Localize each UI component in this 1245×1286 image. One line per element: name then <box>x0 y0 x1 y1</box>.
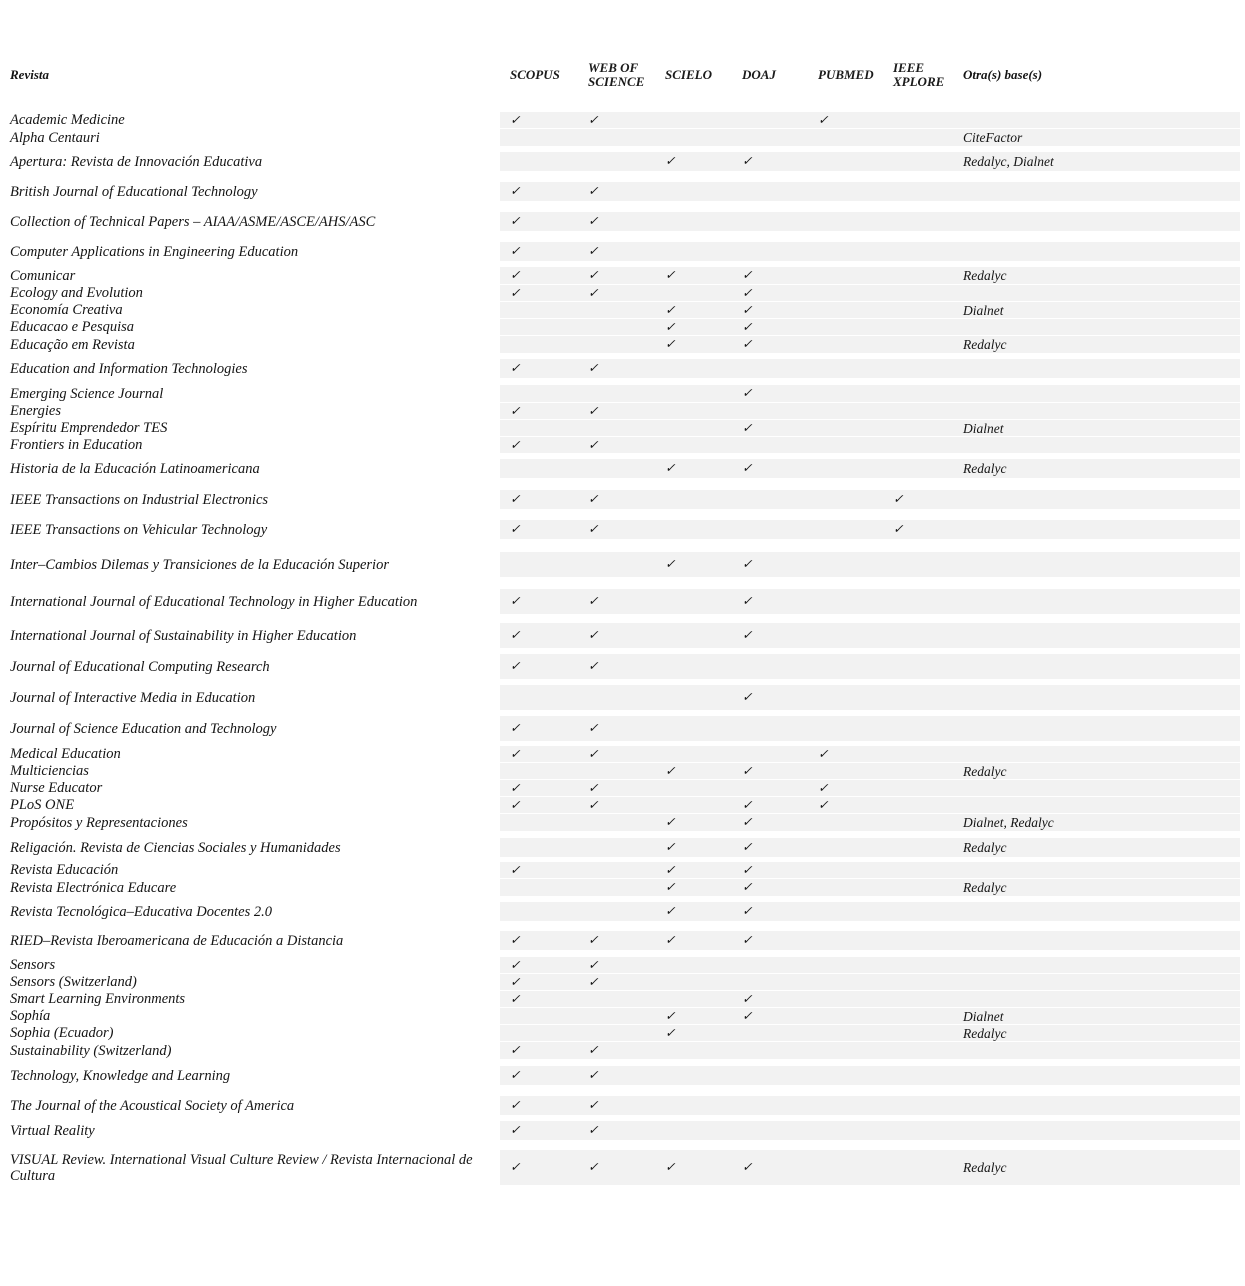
table-row <box>0 902 1245 921</box>
table-row <box>0 931 1245 950</box>
journal-name: Journal of Science Education and Technology <box>10 720 277 737</box>
journal-name: Apertura: Revista de Innovación Educativa <box>10 153 263 170</box>
check-icon: ✓ <box>588 721 599 735</box>
journal-name: Multiciencias <box>10 763 89 779</box>
check-icon: ✓ <box>510 244 521 258</box>
journal-name: Sensors <box>10 957 56 973</box>
table-row <box>0 1025 1245 1041</box>
check-icon: ✓ <box>588 933 599 947</box>
journal-name: Sophia (Ecuador) <box>10 1025 114 1041</box>
check-icon: ✓ <box>665 880 676 894</box>
journal-name: Educacao e Pesquisa <box>10 319 135 335</box>
journal-name: Sophía <box>10 1008 51 1024</box>
table-row <box>0 459 1245 478</box>
check-icon: ✓ <box>588 797 599 812</box>
table-row <box>0 1066 1245 1085</box>
check-icon: ✓ <box>665 933 676 947</box>
table-row <box>0 589 1245 614</box>
row-values <box>500 336 1240 353</box>
check-icon: ✓ <box>742 690 753 704</box>
check-icon: ✓ <box>510 112 521 127</box>
check-icon: ✓ <box>742 285 753 300</box>
row-values <box>500 654 1240 679</box>
journal-name: Virtual Reality <box>10 1122 95 1139</box>
journal-name: Education and Information Technologies <box>10 360 248 377</box>
check-icon: ✓ <box>665 557 676 571</box>
check-icon: ✓ <box>665 302 676 317</box>
otra-bases-value: Redalyc <box>963 840 1007 855</box>
check-icon: ✓ <box>588 522 599 536</box>
check-icon: ✓ <box>742 594 753 608</box>
check-icon: ✓ <box>665 815 676 829</box>
row-values <box>500 862 1240 878</box>
check-icon: ✓ <box>742 1008 753 1023</box>
table-row <box>0 974 1245 990</box>
journal-name: International Journal of Educational Technology in Higher Education <box>10 593 418 610</box>
table-row <box>0 285 1245 301</box>
journal-name: Inter–Cambios Dilemas y Transiciones de la Educación Superior <box>10 556 389 573</box>
table-row <box>0 552 1245 577</box>
row-values <box>500 242 1240 261</box>
check-icon: ✓ <box>510 184 521 198</box>
row-values <box>500 623 1240 648</box>
table-row <box>0 746 1245 762</box>
otra-bases-value: Redalyc <box>963 1160 1007 1175</box>
row-values <box>500 182 1240 201</box>
check-icon: ✓ <box>742 991 753 1006</box>
otra-bases-value: Dialnet <box>963 1008 1004 1024</box>
row-values <box>500 285 1240 301</box>
check-icon: ✓ <box>742 797 753 812</box>
check-icon: ✓ <box>588 361 599 375</box>
check-icon: ✓ <box>588 1160 599 1174</box>
row-values <box>500 814 1240 831</box>
table-row <box>0 797 1245 813</box>
table-row <box>0 1042 1245 1059</box>
row-values <box>500 1150 1240 1185</box>
check-icon: ✓ <box>742 337 753 351</box>
journal-name: Revista Electrónica Educare <box>10 879 177 896</box>
table-row <box>0 838 1245 857</box>
row-values <box>500 437 1240 453</box>
column-header-otras-bases: Otra(s) base(s) <box>963 67 1043 82</box>
otra-bases-value: Redalyc <box>963 268 1007 283</box>
journal-name: Economía Creativa <box>10 302 123 318</box>
check-icon: ✓ <box>510 1123 521 1137</box>
table-row <box>0 1096 1245 1115</box>
table-row <box>0 129 1245 146</box>
check-icon: ✓ <box>510 628 521 642</box>
table-row <box>0 420 1245 436</box>
row-values <box>500 716 1240 741</box>
journal-name: Academic Medicine <box>10 112 125 128</box>
check-icon: ✓ <box>510 594 521 608</box>
check-icon: ✓ <box>742 268 753 282</box>
journal-name: Collection of Technical Papers – AIAA/ASME/ASCE/AHS/ASC <box>10 213 376 230</box>
journal-name: Smart Learning Environments <box>10 991 186 1007</box>
check-icon: ✓ <box>588 974 599 989</box>
check-icon: ✓ <box>510 492 521 506</box>
row-values <box>500 459 1240 478</box>
check-icon: ✓ <box>742 461 753 475</box>
row-values <box>500 931 1240 950</box>
row-values <box>500 420 1240 436</box>
check-icon: ✓ <box>588 594 599 608</box>
check-icon: ✓ <box>665 319 676 334</box>
table-row <box>0 780 1245 796</box>
otra-bases-value: Redalyc <box>963 763 1007 779</box>
check-icon: ✓ <box>588 780 599 795</box>
table-row <box>0 336 1245 353</box>
check-icon: ✓ <box>742 154 753 168</box>
row-values <box>500 974 1240 990</box>
journal-name: Comunicar <box>10 267 76 284</box>
table-row <box>0 267 1245 284</box>
journal-name: Nurse Educator <box>10 780 103 796</box>
check-icon: ✓ <box>742 840 753 854</box>
journal-name: Emerging Science Journal <box>10 385 164 402</box>
check-icon: ✓ <box>510 522 521 536</box>
check-icon: ✓ <box>665 1008 676 1023</box>
check-icon: ✓ <box>742 386 753 400</box>
check-icon: ✓ <box>510 361 521 375</box>
otra-bases-value: Redalyc <box>963 461 1007 476</box>
check-icon: ✓ <box>742 557 753 571</box>
check-icon: ✓ <box>742 1160 753 1174</box>
journal-name: Sustainability (Switzerland) <box>10 1042 172 1059</box>
journal-name: Espíritu Emprendedor TES <box>10 420 168 436</box>
table-header-row <box>0 55 1245 95</box>
check-icon: ✓ <box>510 721 521 735</box>
table-row <box>0 763 1245 779</box>
table-row <box>0 152 1245 171</box>
check-icon: ✓ <box>588 492 599 506</box>
check-icon: ✓ <box>510 862 521 877</box>
check-icon: ✓ <box>510 991 521 1006</box>
check-icon: ✓ <box>665 763 676 778</box>
check-icon: ✓ <box>510 403 521 418</box>
table-row <box>0 654 1245 679</box>
check-icon: ✓ <box>742 904 753 918</box>
journal-name: RIED–Revista Iberoamericana de Educación a Distancia <box>10 932 344 949</box>
column-header-scopus: SCOPUS <box>510 67 560 82</box>
check-icon: ✓ <box>665 1160 676 1174</box>
header-columns <box>500 55 1240 95</box>
otra-bases-value: Dialnet <box>963 302 1004 318</box>
journal-name: Revista Tecnológica–Educativa Docentes 2.0 <box>10 903 273 920</box>
check-icon: ✓ <box>510 746 521 761</box>
journal-name: Ecology and Evolution <box>10 285 143 301</box>
table-row <box>0 490 1245 509</box>
table-row <box>0 359 1245 378</box>
row-values <box>500 403 1240 419</box>
row-values <box>500 319 1240 335</box>
column-header-pubmed: PUBMED <box>818 67 874 82</box>
otra-bases-value: Redalyc <box>963 337 1007 352</box>
check-icon: ✓ <box>510 1160 521 1174</box>
check-icon: ✓ <box>665 461 676 475</box>
table-row <box>0 1150 1245 1185</box>
row-values <box>500 212 1240 231</box>
check-icon: ✓ <box>588 244 599 258</box>
check-icon: ✓ <box>742 763 753 778</box>
column-header-web-of-science: WEB OF SCIENCE <box>588 60 645 89</box>
row-values <box>500 838 1240 857</box>
check-icon: ✓ <box>893 492 904 506</box>
table-row <box>0 520 1245 539</box>
otra-bases-value: Redalyc <box>963 1025 1007 1041</box>
check-icon: ✓ <box>510 1098 521 1112</box>
journal-name: Revista Educación <box>10 862 119 878</box>
row-values <box>500 552 1240 577</box>
table-row <box>0 302 1245 318</box>
journal-name: Journal of Interactive Media in Education <box>10 689 256 706</box>
check-icon: ✓ <box>588 628 599 642</box>
row-values <box>500 879 1240 896</box>
column-header-scielo: SCIELO <box>665 67 712 82</box>
check-icon: ✓ <box>665 268 676 282</box>
check-icon: ✓ <box>742 862 753 877</box>
table-row <box>0 991 1245 1007</box>
check-icon: ✓ <box>588 1123 599 1137</box>
check-icon: ✓ <box>818 797 829 812</box>
check-icon: ✓ <box>510 1043 521 1057</box>
row-values <box>500 1121 1240 1140</box>
otra-bases-value: CiteFactor <box>963 130 1023 145</box>
table-row <box>0 879 1245 896</box>
table-body <box>0 112 1245 1185</box>
check-icon: ✓ <box>588 403 599 418</box>
journal-name: Alpha Centauri <box>10 129 100 146</box>
check-icon: ✓ <box>588 268 599 282</box>
table-row <box>0 623 1245 648</box>
table-row <box>0 385 1245 402</box>
check-icon: ✓ <box>742 933 753 947</box>
row-values <box>500 1096 1240 1115</box>
row-values <box>500 746 1240 762</box>
table-row <box>0 716 1245 741</box>
check-icon: ✓ <box>510 797 521 812</box>
table-row <box>0 957 1245 973</box>
check-icon: ✓ <box>510 1068 521 1082</box>
check-icon: ✓ <box>588 957 599 972</box>
check-icon: ✓ <box>742 302 753 317</box>
journal-name: Propósitos y Representaciones <box>10 814 188 831</box>
row-values <box>500 589 1240 614</box>
table-row <box>0 242 1245 261</box>
row-values <box>500 902 1240 921</box>
journal-name: British Journal of Educational Technology <box>10 183 258 200</box>
row-values <box>500 1008 1240 1024</box>
row-values <box>500 1042 1240 1059</box>
check-icon: ✓ <box>588 285 599 300</box>
check-icon: ✓ <box>818 112 829 127</box>
journal-name: IEEE Transactions on Industrial Electronics <box>10 491 269 508</box>
check-icon: ✓ <box>665 904 676 918</box>
column-header-revista: Revista <box>10 67 49 82</box>
check-icon: ✓ <box>588 1068 599 1082</box>
check-icon: ✓ <box>510 285 521 300</box>
check-icon: ✓ <box>665 1025 676 1040</box>
row-values <box>500 520 1240 539</box>
journal-name: Journal of Educational Computing Research <box>10 658 270 675</box>
check-icon: ✓ <box>665 154 676 168</box>
check-icon: ✓ <box>588 1098 599 1112</box>
check-icon: ✓ <box>742 420 753 435</box>
journal-name: Technology, Knowledge and Learning <box>10 1067 231 1084</box>
journal-name: Medical Education <box>10 746 121 762</box>
check-icon: ✓ <box>588 112 599 127</box>
check-icon: ✓ <box>742 628 753 642</box>
otra-bases-value: Dialnet <box>963 420 1004 436</box>
check-icon: ✓ <box>588 437 599 452</box>
journal-name: VISUAL Review. International Visual Culture Review / Revista Internacional de Cultura <box>10 1151 473 1184</box>
row-values <box>500 797 1240 813</box>
row-values <box>500 112 1240 128</box>
otra-bases-value: Redalyc <box>963 880 1007 895</box>
check-icon: ✓ <box>588 1043 599 1057</box>
check-icon: ✓ <box>510 974 521 989</box>
row-values <box>500 957 1240 973</box>
check-icon: ✓ <box>510 933 521 947</box>
journal-name: Computer Applications in Engineering Education <box>10 243 299 260</box>
check-icon: ✓ <box>742 815 753 829</box>
check-icon: ✓ <box>742 319 753 334</box>
journal-name: IEEE Transactions on Vehicular Technology <box>10 521 268 538</box>
row-values <box>500 991 1240 1007</box>
check-icon: ✓ <box>510 780 521 795</box>
column-header-ieee-xplore: IEEE XPLORE <box>893 60 945 89</box>
journal-name: Educação em Revista <box>10 336 135 353</box>
column-header-doaj: DOAJ <box>742 67 776 82</box>
table-row <box>0 814 1245 831</box>
check-icon: ✓ <box>510 268 521 282</box>
row-values <box>500 152 1240 171</box>
journal-name: PLoS ONE <box>10 797 75 813</box>
check-icon: ✓ <box>665 862 676 877</box>
check-icon: ✓ <box>588 184 599 198</box>
check-icon: ✓ <box>588 659 599 673</box>
journal-name: Religación. Revista de Ciencias Sociales y Humanidades <box>10 839 341 856</box>
table-row <box>0 1121 1245 1140</box>
table-row <box>0 437 1245 453</box>
journal-name: Sensors (Switzerland) <box>10 974 137 990</box>
otra-bases-value: Dialnet, Redalyc <box>963 815 1054 830</box>
row-values <box>500 302 1240 318</box>
journal-name: The Journal of the Acoustical Society of America <box>10 1097 295 1114</box>
table-row <box>0 319 1245 335</box>
check-icon: ✓ <box>665 337 676 351</box>
check-icon: ✓ <box>893 522 904 536</box>
row-values <box>500 685 1240 710</box>
journal-name: Historia de la Educación Latinoamericana <box>10 460 260 477</box>
check-icon: ✓ <box>588 214 599 228</box>
journal-name: Frontiers in Education <box>10 437 143 453</box>
row-values <box>500 267 1240 284</box>
table-row <box>0 112 1245 128</box>
table-row <box>0 685 1245 710</box>
check-icon: ✓ <box>510 214 521 228</box>
check-icon: ✓ <box>818 780 829 795</box>
row-values <box>500 359 1240 378</box>
table-row <box>0 403 1245 419</box>
row-values <box>500 780 1240 796</box>
check-icon: ✓ <box>818 746 829 761</box>
check-icon: ✓ <box>510 659 521 673</box>
otra-bases-value: Redalyc, Dialnet <box>963 154 1054 169</box>
check-icon: ✓ <box>742 880 753 894</box>
row-values <box>500 1025 1240 1041</box>
row-values <box>500 763 1240 779</box>
check-icon: ✓ <box>665 840 676 854</box>
journal-name: Energies <box>10 403 62 419</box>
table-row <box>0 1008 1245 1024</box>
row-values <box>500 490 1240 509</box>
check-icon: ✓ <box>510 437 521 452</box>
check-icon: ✓ <box>588 746 599 761</box>
check-icon: ✓ <box>510 957 521 972</box>
row-values <box>500 385 1240 402</box>
table-row <box>0 862 1245 878</box>
table-row <box>0 182 1245 201</box>
table-row <box>0 212 1245 231</box>
row-values <box>500 129 1240 146</box>
journal-name: International Journal of Sustainability in Higher Education <box>10 627 357 644</box>
row-values <box>500 1066 1240 1085</box>
